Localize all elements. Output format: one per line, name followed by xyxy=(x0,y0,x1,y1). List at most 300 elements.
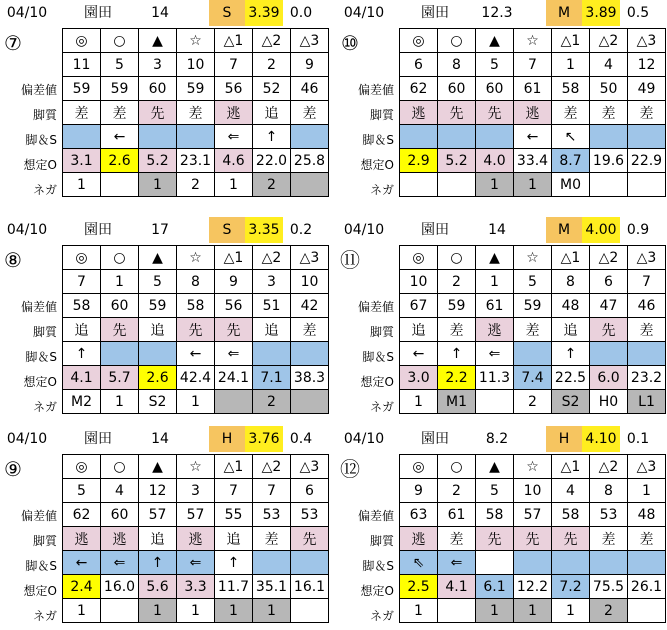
row-label-nega: ネガ xyxy=(369,400,394,414)
table-cell: ▲ xyxy=(476,29,514,53)
table-row xyxy=(63,527,329,551)
table-cell xyxy=(438,599,476,623)
table-cell: 先 xyxy=(177,318,215,342)
race-score: 3.76 xyxy=(245,426,283,452)
row-label-kyakushitsu: 脚質 xyxy=(32,534,57,548)
race-number: ⑪ xyxy=(340,248,360,272)
table-cell: 1 xyxy=(63,599,101,623)
table-cell: 差 xyxy=(291,101,329,125)
table-cell: 42 xyxy=(291,294,329,318)
table-cell: 逃 xyxy=(476,318,514,342)
table-cell: 7 xyxy=(514,53,552,77)
row-label-nega: ネガ xyxy=(369,609,394,623)
table-cell xyxy=(514,342,552,366)
table-cell: 逃 xyxy=(101,527,139,551)
row-label-nega: ネガ xyxy=(369,183,394,197)
table-row xyxy=(400,599,666,623)
table-cell: 2 xyxy=(253,173,291,197)
table-cell: ⇖ xyxy=(400,551,438,575)
table-cell: 先 xyxy=(215,318,253,342)
table-cell: 46 xyxy=(291,77,329,101)
table-cell: ↑ xyxy=(552,342,590,366)
table-cell xyxy=(514,551,552,575)
table-cell xyxy=(291,125,329,149)
race-block xyxy=(337,217,667,422)
table-cell: 先 xyxy=(101,318,139,342)
table-cell: 56 xyxy=(215,294,253,318)
table-row xyxy=(63,173,329,197)
table-cell xyxy=(438,125,476,149)
table-cell: 4 xyxy=(552,479,590,503)
table-cell: ▲ xyxy=(139,29,177,53)
table-cell xyxy=(291,342,329,366)
table-row xyxy=(400,575,666,599)
row-label-soutei: 想定O xyxy=(360,158,394,172)
table-cell: 追 xyxy=(552,318,590,342)
table-cell: 11 xyxy=(63,53,101,77)
table-cell: 59 xyxy=(514,294,552,318)
table-cell: 1 xyxy=(476,270,514,294)
table-cell: 38.3 xyxy=(291,366,329,390)
race-header xyxy=(337,0,667,26)
table-cell xyxy=(101,173,139,197)
race-venue: 園田 xyxy=(84,5,112,21)
table-cell: 先 xyxy=(476,101,514,125)
table-cell: △2 xyxy=(590,246,628,270)
table-row xyxy=(400,246,666,270)
table-cell: △2 xyxy=(253,29,291,53)
table-cell xyxy=(628,342,666,366)
table-cell: 先 xyxy=(438,101,476,125)
row-label-hensa: 偏差値 xyxy=(20,83,57,97)
table-row xyxy=(63,455,329,479)
table-cell: 差 xyxy=(514,318,552,342)
table-cell xyxy=(438,173,476,197)
prediction-table xyxy=(399,245,666,414)
table-row xyxy=(400,527,666,551)
table-cell: ☆ xyxy=(177,29,215,53)
table-cell: 2 xyxy=(253,390,291,414)
table-row xyxy=(63,149,329,173)
table-cell xyxy=(101,599,139,623)
race-score: 4.00 xyxy=(582,217,620,243)
table-cell: ☆ xyxy=(177,246,215,270)
table-cell: 51 xyxy=(253,294,291,318)
table-cell: △3 xyxy=(628,246,666,270)
table-cell: 逃 xyxy=(514,101,552,125)
table-cell: 差 xyxy=(552,101,590,125)
table-cell: 7 xyxy=(628,270,666,294)
table-cell: 7 xyxy=(215,53,253,77)
table-cell: 5.2 xyxy=(139,149,177,173)
race-block xyxy=(0,217,330,422)
table-cell: 1 xyxy=(63,173,101,197)
table-cell xyxy=(253,551,291,575)
table-cell: 26.1 xyxy=(628,575,666,599)
table-cell: ○ xyxy=(438,246,476,270)
race-distance-value: 14 xyxy=(488,222,506,238)
table-cell: ◎ xyxy=(63,29,101,53)
row-label-hensa: 偏差値 xyxy=(357,83,394,97)
prediction-table xyxy=(399,28,666,197)
table-cell: 1 xyxy=(400,599,438,623)
race-grade: H xyxy=(546,426,582,452)
table-cell: 42.4 xyxy=(177,366,215,390)
table-cell: 先 xyxy=(291,527,329,551)
table-cell: 62 xyxy=(400,77,438,101)
table-cell: ◎ xyxy=(400,246,438,270)
table-cell: 8.7 xyxy=(552,149,590,173)
table-cell: ↑ xyxy=(215,551,253,575)
row-label-kyaku_s: 脚＆S xyxy=(25,559,57,573)
table-cell: 2 xyxy=(514,390,552,414)
table-row xyxy=(400,342,666,366)
prediction-table xyxy=(62,28,329,197)
table-cell: 4.6 xyxy=(215,149,253,173)
table-cell: 60 xyxy=(101,294,139,318)
table-cell: 62 xyxy=(63,503,101,527)
table-cell: △3 xyxy=(291,29,329,53)
table-row xyxy=(400,503,666,527)
race-number: ⑦ xyxy=(4,31,22,55)
row-label-kyakushitsu: 脚質 xyxy=(32,325,57,339)
table-cell: 1 xyxy=(139,173,177,197)
table-row xyxy=(400,29,666,53)
table-cell: 4.1 xyxy=(438,575,476,599)
table-cell: 差 xyxy=(590,527,628,551)
table-cell: M1 xyxy=(438,390,476,414)
table-cell: 10 xyxy=(177,53,215,77)
table-cell: ☆ xyxy=(514,29,552,53)
table-cell: ⇐ xyxy=(101,551,139,575)
table-cell: △1 xyxy=(215,246,253,270)
row-label-kyakushitsu: 脚質 xyxy=(369,325,394,339)
table-cell: 8 xyxy=(590,479,628,503)
table-cell: ▲ xyxy=(476,246,514,270)
table-cell: ☆ xyxy=(177,455,215,479)
table-cell xyxy=(590,125,628,149)
table-cell: 24.1 xyxy=(215,366,253,390)
table-row xyxy=(400,390,666,414)
prediction-table xyxy=(399,454,666,623)
table-cell: 6 xyxy=(400,53,438,77)
table-cell: 先 xyxy=(552,527,590,551)
table-cell: 1 xyxy=(552,599,590,623)
race-date: 04/10 xyxy=(343,431,385,447)
table-cell: 1 xyxy=(476,173,514,197)
race-date: 04/10 xyxy=(6,222,48,238)
table-cell: 先 xyxy=(139,101,177,125)
table-cell: ← xyxy=(63,551,101,575)
table-cell: 61 xyxy=(438,503,476,527)
table-cell: ⇐ xyxy=(177,551,215,575)
table-cell: 差 xyxy=(101,101,139,125)
table-cell: △2 xyxy=(253,246,291,270)
table-row xyxy=(63,479,329,503)
race-distance-value: 14 xyxy=(151,5,169,21)
table-cell: 8 xyxy=(177,270,215,294)
table-cell xyxy=(628,173,666,197)
table-row xyxy=(63,53,329,77)
table-cell: 7 xyxy=(63,270,101,294)
table-cell: 58 xyxy=(552,77,590,101)
race-grade: M xyxy=(546,0,582,26)
table-cell xyxy=(291,173,329,197)
table-row xyxy=(400,294,666,318)
table-cell: 7 xyxy=(253,479,291,503)
table-cell: 差 xyxy=(63,101,101,125)
table-cell: 1 xyxy=(215,173,253,197)
table-cell: 4 xyxy=(590,53,628,77)
table-cell: 5 xyxy=(101,53,139,77)
table-cell: 11.7 xyxy=(215,575,253,599)
table-cell: 追 xyxy=(63,318,101,342)
table-cell: 49 xyxy=(628,77,666,101)
table-cell: ◎ xyxy=(63,455,101,479)
race-grade: H xyxy=(209,426,245,452)
table-cell: 1 xyxy=(101,270,139,294)
race-number: ⑨ xyxy=(4,457,22,481)
table-cell: △3 xyxy=(628,29,666,53)
race-distance-value: 17 xyxy=(151,222,169,238)
row-label-kyaku_s: 脚＆S xyxy=(25,133,57,147)
table-cell: ⇐ xyxy=(476,342,514,366)
table-cell: L1 xyxy=(628,390,666,414)
table-cell: 2 xyxy=(438,479,476,503)
race-header xyxy=(337,426,667,452)
table-cell xyxy=(590,173,628,197)
table-cell: 58 xyxy=(177,294,215,318)
table-cell xyxy=(101,342,139,366)
table-row xyxy=(400,125,666,149)
table-row xyxy=(63,551,329,575)
race-venue: 園田 xyxy=(421,222,449,238)
row-label-nega: ネガ xyxy=(32,400,57,414)
table-cell: 1 xyxy=(514,599,552,623)
row-label-soutei: 想定O xyxy=(23,584,57,598)
race-date: 04/10 xyxy=(343,222,385,238)
table-cell: M2 xyxy=(63,390,101,414)
table-cell: 2 xyxy=(177,173,215,197)
table-cell: △3 xyxy=(628,455,666,479)
race-distance-value: 12.3 xyxy=(481,5,513,21)
table-cell: 53 xyxy=(291,503,329,527)
table-cell: 追 xyxy=(139,527,177,551)
table-row xyxy=(63,246,329,270)
row-label-kyakushitsu: 脚質 xyxy=(369,108,394,122)
table-cell: 12.2 xyxy=(514,575,552,599)
table-cell: 59 xyxy=(438,294,476,318)
table-cell: ↑ xyxy=(139,551,177,575)
table-cell: 5.7 xyxy=(101,366,139,390)
table-cell: 59 xyxy=(177,77,215,101)
table-cell: 1 xyxy=(628,479,666,503)
table-cell: 先 xyxy=(590,318,628,342)
table-cell: 52 xyxy=(253,77,291,101)
table-row xyxy=(400,455,666,479)
table-row xyxy=(63,101,329,125)
table-cell: 60 xyxy=(101,503,139,527)
table-cell: 3 xyxy=(139,53,177,77)
table-cell: 5 xyxy=(514,270,552,294)
row-label-soutei: 想定O xyxy=(360,375,394,389)
table-cell: ← xyxy=(514,125,552,149)
row-label-kyakushitsu: 脚質 xyxy=(369,534,394,548)
table-cell: 2 xyxy=(438,270,476,294)
row-label-hensa: 偏差値 xyxy=(357,300,394,314)
table-cell: 5 xyxy=(63,479,101,503)
table-cell: 57 xyxy=(139,503,177,527)
table-cell: 61 xyxy=(514,77,552,101)
table-cell: △2 xyxy=(590,29,628,53)
race-diff: 0.0 xyxy=(289,5,313,21)
table-cell: ↖ xyxy=(552,125,590,149)
table-cell: 2.6 xyxy=(139,366,177,390)
table-cell: 4.0 xyxy=(476,149,514,173)
table-cell: 3 xyxy=(253,270,291,294)
race-diff: 0.1 xyxy=(626,431,650,447)
table-cell: 48 xyxy=(628,503,666,527)
table-cell: 2 xyxy=(590,599,628,623)
table-cell: 差 xyxy=(177,101,215,125)
table-cell: 3.0 xyxy=(400,366,438,390)
race-score: 3.35 xyxy=(245,217,283,243)
table-row xyxy=(63,294,329,318)
table-cell: 5 xyxy=(476,479,514,503)
race-block xyxy=(0,0,330,205)
table-cell: 5.6 xyxy=(139,575,177,599)
table-cell: 追 xyxy=(253,318,291,342)
table-cell: 19.6 xyxy=(590,149,628,173)
table-cell: 8 xyxy=(438,53,476,77)
table-cell: ▲ xyxy=(139,246,177,270)
table-cell: 6 xyxy=(590,270,628,294)
table-cell xyxy=(628,125,666,149)
table-cell: H0 xyxy=(590,390,628,414)
table-row xyxy=(400,77,666,101)
table-cell: 5 xyxy=(139,270,177,294)
row-label-hensa: 偏差値 xyxy=(20,300,57,314)
table-cell xyxy=(215,390,253,414)
table-cell: 10 xyxy=(291,270,329,294)
table-row xyxy=(400,479,666,503)
table-cell: 59 xyxy=(101,77,139,101)
table-cell xyxy=(476,551,514,575)
table-cell: 6.0 xyxy=(590,366,628,390)
table-row xyxy=(63,77,329,101)
table-cell: 75.5 xyxy=(590,575,628,599)
table-cell: ↑ xyxy=(438,342,476,366)
race-venue: 園田 xyxy=(421,5,449,21)
table-row xyxy=(63,29,329,53)
table-cell: 58 xyxy=(476,503,514,527)
table-cell: 47 xyxy=(590,294,628,318)
table-cell: 逃 xyxy=(400,101,438,125)
table-cell: ◎ xyxy=(63,246,101,270)
table-cell: △1 xyxy=(552,455,590,479)
table-cell: 2.9 xyxy=(400,149,438,173)
table-cell: 差 xyxy=(438,527,476,551)
table-cell: ○ xyxy=(438,29,476,53)
race-score: 4.10 xyxy=(582,426,620,452)
table-cell: 追 xyxy=(400,318,438,342)
table-row xyxy=(63,342,329,366)
row-label-kyaku_s: 脚＆S xyxy=(362,133,394,147)
table-cell: ○ xyxy=(101,29,139,53)
table-row xyxy=(400,551,666,575)
race-score: 3.89 xyxy=(582,0,620,26)
race-date: 04/10 xyxy=(6,431,48,447)
table-cell: 9 xyxy=(291,53,329,77)
table-cell: 7.1 xyxy=(253,366,291,390)
table-cell: 差 xyxy=(628,318,666,342)
prediction-table xyxy=(62,454,329,623)
table-cell xyxy=(590,342,628,366)
table-cell: 60 xyxy=(438,77,476,101)
race-number: ⑧ xyxy=(4,248,22,272)
table-cell: △1 xyxy=(215,455,253,479)
table-cell: 1 xyxy=(101,390,139,414)
table-cell: △3 xyxy=(291,246,329,270)
table-cell: 16.0 xyxy=(101,575,139,599)
table-cell: ☆ xyxy=(514,246,552,270)
table-cell: 差 xyxy=(628,527,666,551)
table-cell: 56 xyxy=(215,77,253,101)
table-row xyxy=(63,503,329,527)
table-cell: 2 xyxy=(253,53,291,77)
table-cell: 53 xyxy=(590,503,628,527)
table-cell: 7 xyxy=(215,479,253,503)
table-cell: 9 xyxy=(215,270,253,294)
row-label-kyaku_s: 脚＆S xyxy=(25,350,57,364)
table-cell: 3.3 xyxy=(177,575,215,599)
race-block xyxy=(337,426,667,630)
table-row xyxy=(63,125,329,149)
table-cell: 逃 xyxy=(177,527,215,551)
table-cell xyxy=(139,342,177,366)
race-grade: S xyxy=(209,217,245,243)
prediction-table xyxy=(62,245,329,414)
table-cell: 3.1 xyxy=(63,149,101,173)
table-cell xyxy=(177,125,215,149)
table-cell: 58 xyxy=(63,294,101,318)
table-cell: 57 xyxy=(177,503,215,527)
table-cell: 1 xyxy=(552,53,590,77)
table-cell xyxy=(291,551,329,575)
table-cell: 48 xyxy=(552,294,590,318)
table-cell xyxy=(590,551,628,575)
table-cell: S2 xyxy=(552,390,590,414)
table-cell xyxy=(476,390,514,414)
table-row xyxy=(63,366,329,390)
table-cell: △2 xyxy=(253,455,291,479)
race-score: 3.39 xyxy=(245,0,283,26)
row-label-nega: ネガ xyxy=(32,183,57,197)
table-row xyxy=(400,53,666,77)
table-row xyxy=(63,390,329,414)
table-cell: 10 xyxy=(400,270,438,294)
row-label-hensa: 偏差値 xyxy=(357,509,394,523)
table-cell xyxy=(253,342,291,366)
table-cell: 2.2 xyxy=(438,366,476,390)
table-cell: 63 xyxy=(400,503,438,527)
row-label-soutei: 想定O xyxy=(23,158,57,172)
table-cell: 46 xyxy=(628,294,666,318)
race-grade: M xyxy=(546,217,582,243)
table-cell: ○ xyxy=(101,246,139,270)
race-number: ⑫ xyxy=(340,457,360,481)
table-cell: ▲ xyxy=(476,455,514,479)
